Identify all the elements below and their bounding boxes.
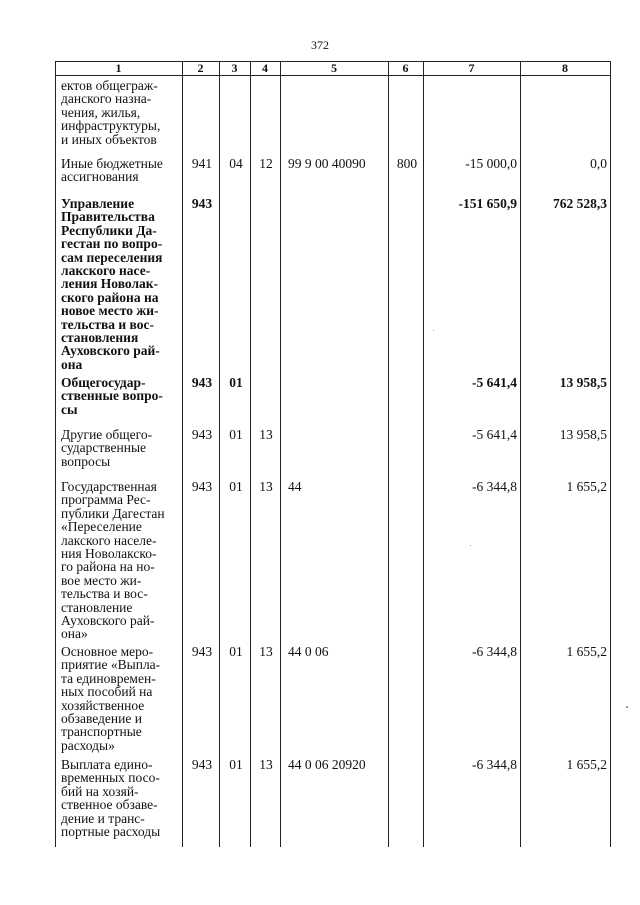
row-4-name: Другие общего- сударственные вопросы — [61, 427, 153, 469]
row-4-col-8: 13 958,5 — [559, 427, 607, 442]
header-col-6: 6 — [402, 61, 409, 75]
row-5-name: Государственная программа Рес- публики Дагестан «Переселение лакского населе- ния Новолакско- го района на но- вое место жи- тельства и вос- становление Ауховского рай- она» — [61, 479, 165, 642]
header-col-3: 3 — [231, 61, 238, 75]
col-border — [55, 61, 56, 847]
row-5-col-8: 1 655,2 — [566, 479, 607, 494]
header-col-2: 2 — [197, 61, 204, 75]
row-5-col-2: 943 — [191, 479, 213, 494]
row-6-col-7: -6 344,8 — [472, 644, 517, 659]
row-7-col-8: 1 655,2 — [566, 757, 607, 772]
col-border — [610, 61, 611, 847]
header-col-1: 1 — [115, 61, 122, 75]
row-1-col-7: -15 000,0 — [465, 156, 517, 171]
row-6-col-8: 1 655,2 — [566, 644, 607, 659]
row-3-name: Общегосудар- ственные вопро- сы — [61, 375, 163, 417]
row-4-col-3: 01 — [229, 427, 243, 442]
row-2-name: Управление Правительства Республики Да- гестан по вопро- сам переселения лакского насе- ления Новолак- ского района на новое место жи- тельства и вос- становления Ауховского рай- она — [61, 196, 163, 372]
row-6-col-5: 44 0 06 — [288, 644, 329, 659]
row-5-col-3: 01 — [229, 479, 243, 494]
row-1-col-6: 800 — [396, 156, 418, 171]
col-border — [388, 61, 389, 847]
header-col-4: 4 — [262, 61, 268, 75]
row-7-col-4: 13 — [259, 757, 273, 772]
header-bottom-border — [55, 75, 611, 76]
row-4-col-7: -5 641,4 — [472, 427, 517, 442]
col-border — [250, 61, 251, 847]
row-3-col-3: 01 — [229, 375, 243, 390]
col-border — [182, 61, 183, 847]
row-6-name: Основное меро- приятие «Выпла- та единовремен- ных пособий на хозяйственное обзаведение и транспортные расходы» — [61, 644, 161, 753]
row-5-col-4: 13 — [259, 479, 273, 494]
row-7-col-5: 44 0 06 20920 — [288, 757, 366, 772]
row-2-col-8: 762 528,3 — [553, 196, 607, 211]
scan-speck — [626, 706, 628, 708]
col-border — [520, 61, 521, 847]
row-6-col-3: 01 — [229, 644, 243, 659]
col-border — [219, 61, 220, 847]
col-border — [423, 61, 424, 847]
header-col-8: 8 — [562, 61, 568, 75]
row-2-col-7: -151 650,9 — [458, 196, 517, 211]
row-1-col-5: 99 9 00 40090 — [288, 156, 366, 171]
row-3-col-7: -5 641,4 — [472, 375, 517, 390]
row-1-col-3: 04 — [229, 156, 243, 171]
row-0-name: ектов общеграж- данского назна- чения, жилья, инфраструктуры, и иных объектов — [61, 78, 161, 147]
row-1-col-8: 0,0 — [590, 156, 607, 171]
row-5-col-7: -6 344,8 — [472, 479, 517, 494]
row-3-col-2: 943 — [191, 375, 213, 390]
row-2-col-2: 943 — [191, 196, 213, 211]
row-5-col-5: 44 — [288, 479, 302, 494]
row-1-col-4: 12 — [259, 156, 273, 171]
row-3-col-8: 13 958,5 — [559, 375, 607, 390]
row-7-col-3: 01 — [229, 757, 243, 772]
row-4-col-2: 943 — [191, 427, 213, 442]
row-7-name: Выплата едино- временных посо- бий на хозяй- ственное обзаве- дение и транс- портные расходы — [61, 757, 161, 840]
row-4-col-4: 13 — [259, 427, 273, 442]
scan-speck — [470, 545, 471, 546]
row-1-col-2: 941 — [191, 156, 213, 171]
header-col-5: 5 — [331, 61, 337, 75]
page-number: 372 — [311, 38, 329, 52]
row-1-name: Иные бюджетные ассигнования — [61, 156, 163, 185]
row-6-col-2: 943 — [191, 644, 213, 659]
row-6-col-4: 13 — [259, 644, 273, 659]
col-border — [280, 61, 281, 847]
row-7-col-2: 943 — [191, 757, 213, 772]
scan-speck — [433, 330, 434, 331]
row-7-col-7: -6 344,8 — [472, 757, 517, 772]
header-col-7: 7 — [468, 61, 475, 75]
